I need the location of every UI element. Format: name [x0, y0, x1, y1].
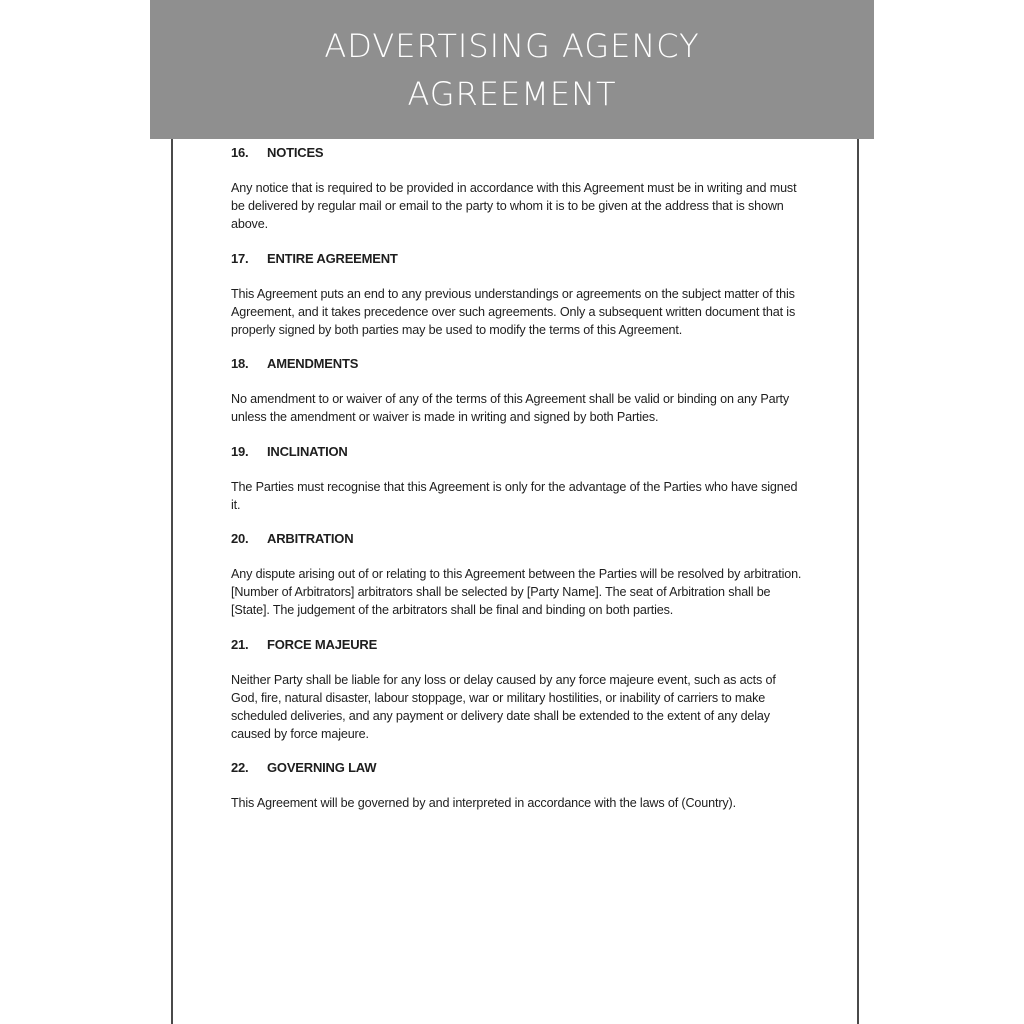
section-force-majeure [231, 636, 803, 744]
section-body: This Agreement puts an end to any previous understandings or agreements on the subject matter of this Agreement, and it takes precedence over such agreements. Only a subsequent written document that is properly signed by both parties may be used to modify the terms of this Agreement. [231, 286, 796, 338]
section-notices [231, 144, 803, 234]
section-number: 17. [231, 250, 249, 266]
section-title: FORCE MAJEURE [267, 636, 378, 652]
section-number: 20. [231, 531, 249, 547]
banner-title-line-1: ADVERTISING AGENCY [324, 26, 700, 65]
section-body: Any dispute arising out of or relating to this Agreement between the Parties will be resolved by arbitration. [Number of Arbitrators] arbitrators shall be selected by [Party Name]. The seat of Arbitration shall be [State]. The judgement of the arbitrators shall be final and binding on both parties. [231, 567, 802, 618]
section-number: 16. [231, 145, 249, 160]
section-heading [231, 530, 803, 548]
section-title: GOVERNING LAW [267, 760, 377, 776]
section-title: AMENDMENTS [267, 356, 359, 372]
document-content [231, 144, 803, 829]
section-title: INCLINATION [267, 443, 348, 459]
section-body: No amendment to or waiver of any of the terms of this Agreement shall be valid or binding on any Party unless the amendment or waiver is made in writing and signed by both Parties. [231, 392, 790, 425]
section-heading [231, 636, 803, 654]
title-banner [150, 0, 874, 139]
section-heading [231, 443, 803, 461]
section-body: This Agreement will be governed by and interpreted in accordance with the laws of (Country). [231, 796, 736, 811]
section-amendments [231, 355, 803, 426]
section-title: ENTIRE AGREEMENT [267, 250, 398, 266]
section-arbitration [231, 530, 803, 620]
section-title: NOTICES [267, 145, 324, 160]
section-entire-agreement [231, 250, 803, 340]
section-title: ARBITRATION [267, 531, 354, 547]
section-heading [231, 759, 803, 777]
section-number: 18. [231, 356, 249, 372]
section-heading [231, 250, 803, 268]
section-number: 19. [231, 443, 249, 459]
section-body: Neither Party shall be liable for any loss or delay caused by any force majeure event, such as acts of God, fire, natural disaster, labour stoppage, war or military hostilities, or inability of carriers to make scheduled deliveries, and any payment or delivery date shall be extended to the extent of any delay caused by force majeure. [231, 672, 776, 742]
section-heading [231, 355, 803, 373]
section-governing-law [231, 759, 803, 812]
section-heading [231, 144, 803, 162]
section-number: 22. [231, 760, 249, 776]
section-inclination [231, 443, 803, 514]
banner-title-line-2: AGREEMENT [407, 74, 617, 113]
section-body: Any notice that is required to be provided in accordance with this Agreement must be in writing and must be delivered by regular mail or email to the party to whom it is to be given at the address that is shown above. [231, 181, 797, 232]
section-body: The Parties must recognise that this Agreement is only for the advantage of the Parties who have signed it. [231, 479, 798, 512]
section-number: 21. [231, 636, 249, 652]
